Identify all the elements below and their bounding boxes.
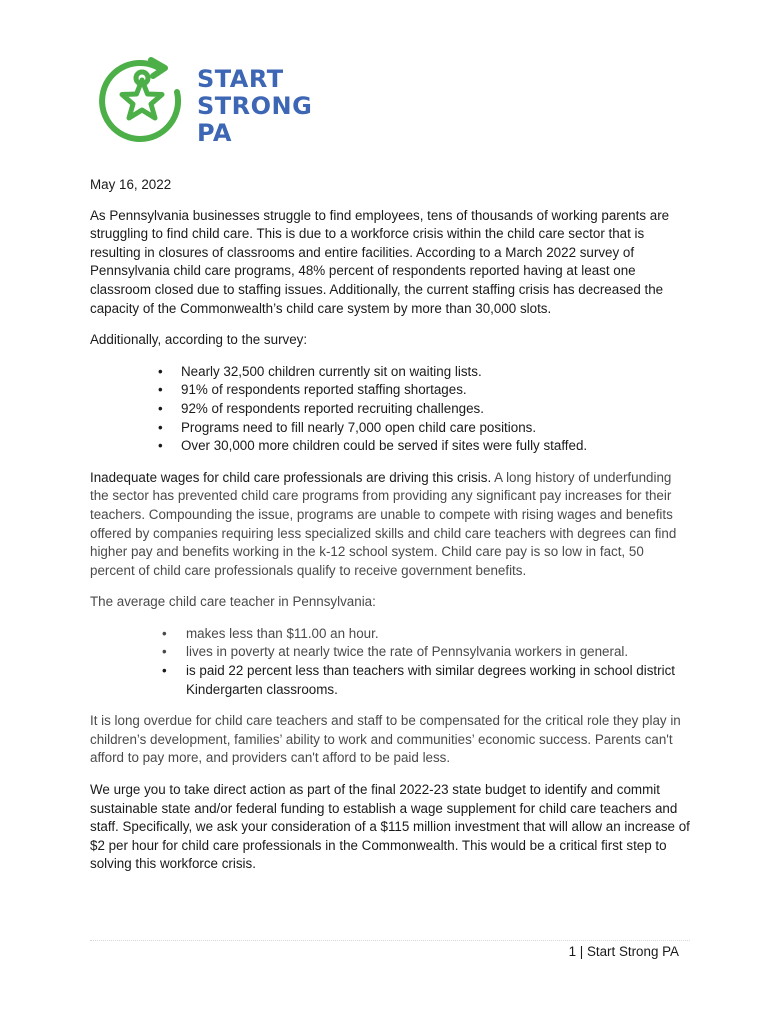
paragraph-teacher-intro: The average child care teacher in Pennsylvania:: [90, 594, 376, 610]
logo-line-1: START: [197, 65, 284, 93]
logo-line-3: PA: [197, 119, 232, 147]
list-item: • makes less than $11.00 an hour.: [90, 625, 690, 644]
logo-star-circle-icon: [97, 56, 187, 146]
logo-line-2: STRONG: [197, 92, 313, 120]
letter-body: [90, 176, 690, 887]
survey-bullet-list: [90, 363, 690, 456]
letter-date: May 16, 2022: [90, 177, 172, 192]
list-item: • lives in poverty at nearly twice the rate of Pennsylvania workers in general.: [90, 643, 690, 662]
list-item: • 91% of respondents reported staffing shortages.: [90, 381, 690, 400]
paragraph-request: We urge you to take direct action as part of the final 2022-23 state budget to identify and commit sustainable state and/or federal funding to establish a wage supplement for child care teachers and staff. Specifically, we ask your consideration of a $115 million investment that will allow an increase of $2 per hour for child care professionals in the Commonwealth. This would be a critical first step to solving this workforce crisis.: [90, 782, 690, 872]
paragraph-wages-lead: Inadequate wages for child care professionals are driving this crisis.: [90, 469, 492, 485]
paragraph-survey-intro: Additionally, according to the survey:: [90, 332, 308, 348]
list-item: • is paid 22 percent less than teachers with similar degrees working in school district Kindergarten classrooms.: [90, 662, 690, 699]
footer-divider: [90, 940, 690, 941]
page-footer: 1 | Start Strong PA: [568, 944, 679, 959]
logo-wordmark: [197, 66, 312, 147]
paragraph-overdue: It is long overdue for child care teachers and staff to be compensated for the critical role they play in children’s development, families’ ability to work and communities’ economic success. Parents can't afford to pay more, and providers can't afford to be paid less.: [90, 713, 681, 766]
paragraph-wages: [90, 469, 690, 581]
teacher-bullet-list: [90, 625, 690, 699]
list-item: • Programs need to fill nearly 7,000 open child care positions.: [90, 419, 690, 438]
paragraph-intro: As Pennsylvania businesses struggle to find employees, tens of thousands of working parents are struggling to find child care. This is due to a workforce crisis within the child care sector that is resulting in closures of classrooms and entire facilities. According to a March 2022 survey of Pennsylvania child care programs, 48% percent of respondents reported having at least one classroom closed due to staffing issues. Additionally, the current staffing crisis has decreased the capacity of the Commonwealth’s child care system by more than 30,000 slots.: [90, 207, 670, 316]
list-item: • 92% of respondents reported recruiting challenges.: [90, 400, 690, 419]
list-item: • Nearly 32,500 children currently sit on waiting lists.: [90, 363, 690, 382]
list-item: • Over 30,000 more children could be served if sites were fully staffed.: [90, 437, 690, 456]
paragraph-wages-body: A long history of underfunding the sector has prevented child care programs from providing any significant pay increases for their teachers. Compounding the issue, programs are unable to compete with rising wages and benefits offered by companies requiring less specialized skills and child care teachers with degrees can find higher pay and benefits working in the k-12 school system. Child care pay is so low in fact, 50 percent of child care professionals qualify to receive government benefits.: [90, 469, 677, 578]
start-strong-pa-logo: [97, 56, 327, 156]
